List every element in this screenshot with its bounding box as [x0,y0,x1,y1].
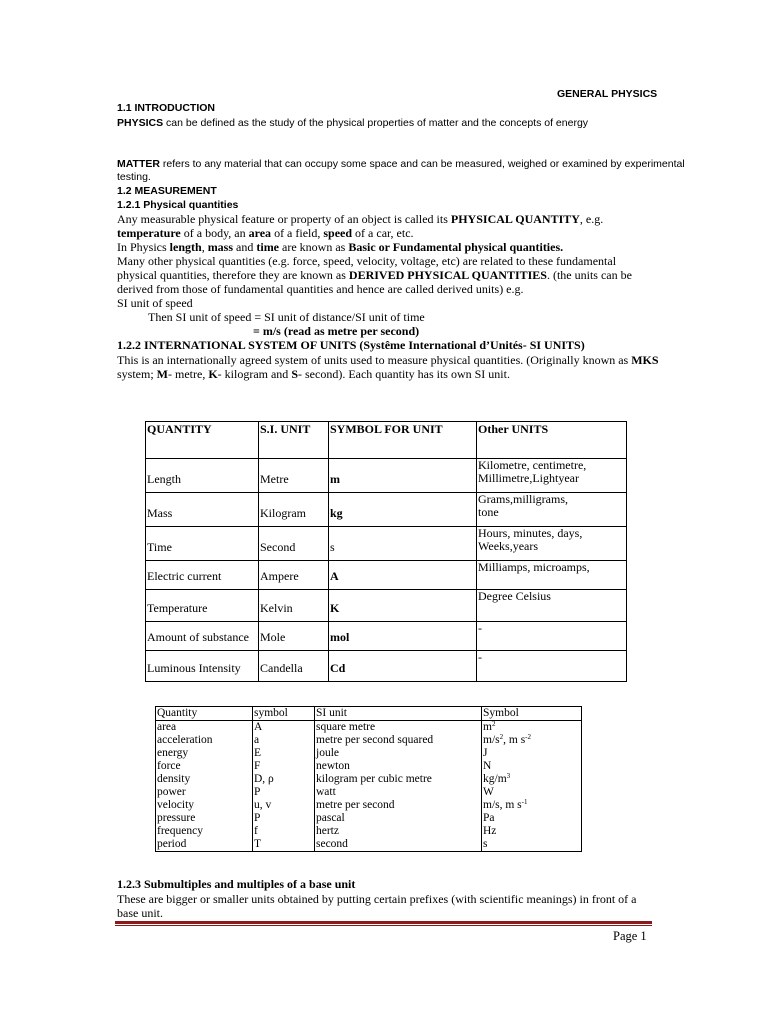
base-units-table [145,421,627,682]
table-row [156,799,582,812]
matter-definition-cont: testing. [117,171,151,183]
table-cell: P [253,786,315,799]
table-cell: metre per second [315,799,482,812]
paragraph-line: Any measurable physical feature or property of an object is called its PHYSICAL QUANTITY, e.g. [117,212,604,226]
derived-units-table [155,706,582,852]
column-header: Symbol [482,707,582,721]
table-cell: pascal [315,812,482,825]
table-cell: force [156,760,253,773]
table-row [146,527,627,561]
paragraph-line: Many other physical quantities (e.g. force, speed, velocity, voltage, etc) are related to these fundamental [117,254,617,268]
table-cell: joule [315,747,482,760]
subsection-heading-physical-quantities: 1.2.1 Physical quantities [117,199,239,211]
table-row [146,651,627,682]
table-cell: area [156,721,253,735]
table-row [156,760,582,773]
column-header: symbol [253,707,315,721]
table-cell: u, v [253,799,315,812]
table-cell: power [156,786,253,799]
table-cell: density [156,773,253,786]
table-row [156,721,582,735]
table-cell: metre per second squared [315,734,482,747]
section-heading-measurement: 1.2 MEASUREMENT [117,185,217,197]
table-cell: watt [315,786,482,799]
table-cell: m [329,459,477,493]
table-cell: W [482,786,582,799]
paragraph-line: These are bigger or smaller units obtained by putting certain prefixes (with scientific meanings) in front of a [117,892,637,906]
column-header: SI unit [315,707,482,721]
column-header: SYMBOL FOR UNIT [329,422,477,459]
table-cell: - [477,651,627,682]
table-row [146,493,627,527]
table-cell: N [482,760,582,773]
paragraph-line: physical quantities, therefore they are known as DERIVED PHYSICAL QUANTITIES. (the units can be [117,268,632,282]
paragraph-line: derived from those of fundamental quantities and hence are called derived units) e.g. [117,282,524,296]
table-cell: Grams,milligrams, tone [477,493,627,527]
table-cell: mol [329,622,477,651]
page-number: Page 1 [613,929,647,943]
table-cell: hertz [315,825,482,838]
table-cell: A [329,561,477,590]
paragraph-line: base unit. [117,906,163,920]
table-cell: Time [146,527,259,561]
table-cell: s [482,838,582,852]
table-cell: T [253,838,315,852]
column-header: S.I. UNIT [259,422,329,459]
table-cell: E [253,747,315,760]
table-header-row [156,707,582,721]
table-cell: $m^2$ [482,721,582,735]
section-heading-introduction: 1.1 INTRODUCTION [117,102,216,114]
table-cell: kilogram per cubic metre [315,773,482,786]
table-cell: period [156,838,253,852]
table-cell: Candella [259,651,329,682]
table-cell: Temperature [146,590,259,622]
table-cell: P [253,812,315,825]
subsection-heading-multiples: 1.2.3 Submultiples and multiples of a base unit [117,877,356,891]
table-row [156,773,582,786]
table-cell: f [253,825,315,838]
table-cell: velocity [156,799,253,812]
table-cell: Metre [259,459,329,493]
table-cell: newton [315,760,482,773]
table-row [146,561,627,590]
table-cell: - [477,622,627,651]
table-cell: Milliamps, microamps, [477,561,627,590]
paragraph-line: SI unit of speed [117,296,193,310]
table-cell: K [329,590,477,622]
table-cell: J [482,747,582,760]
table-cell: Length [146,459,259,493]
formula-line: = m/s (read as metre per second) [253,324,420,338]
table-cell: second [315,838,482,852]
table-cell: F [253,760,315,773]
physics-definition: PHYSICS can be defined as the study of the physical properties of matter and the concepts of energy [117,117,589,129]
table-row [156,747,582,760]
paragraph-line: In Physics length, mass and time are known as Basic or Fundamental physical quantities. [117,240,564,254]
table-cell: pressure [156,812,253,825]
table-row [156,838,582,852]
table-cell: Mass [146,493,259,527]
table-cell: s [329,527,477,561]
formula-line: Then SI unit of speed = SI unit of distance/SI unit of time [148,310,425,324]
table-cell: $kg/m^3$ [482,773,582,786]
table-cell: Luminous Intensity [146,651,259,682]
table-cell: Degree Celsius [477,590,627,622]
table-cell: frequency [156,825,253,838]
paragraph-line: temperature of a body, an area of a field, speed of a car, etc. [117,226,414,240]
table-header-row [146,422,627,459]
column-header: QUANTITY [146,422,259,459]
table-cell: Pa [482,812,582,825]
table-row [146,622,627,651]
table-row [156,812,582,825]
running-header: GENERAL PHYSICS [557,88,658,100]
table-cell: acceleration [156,734,253,747]
table-cell: Mole [259,622,329,651]
table-row [146,459,627,493]
paragraph-line: This is an internationally agreed system of units used to measure physical quantities. (Originally known as MKS [117,353,659,367]
column-header: Quantity [156,707,253,721]
table-cell: m/s, m $s^{-1}$ [482,799,582,812]
footer-divider [115,921,652,924]
table-row [156,734,582,747]
table-cell: Kelvin [259,590,329,622]
paragraph-line: system; M- metre, K- kilogram and S- second). Each quantity has its own SI unit. [117,367,510,381]
table-cell: Ampere [259,561,329,590]
table-cell: a [253,734,315,747]
column-header: Other UNITS [477,422,627,459]
table-row [156,786,582,799]
table-cell: Kilogram [259,493,329,527]
table-cell: $m/s^2$, m $s^{-2}$ [482,734,582,747]
table-cell: energy [156,747,253,760]
table-cell: Cd [329,651,477,682]
table-cell: kg [329,493,477,527]
table-cell: Kilometre, centimetre, Millimetre,Lightyear [477,459,627,493]
table-cell: Hours, minutes, days, Weeks,years [477,527,627,561]
footer-divider-thin [115,925,652,926]
matter-definition: MATTER refers to any material that can occupy some space and can be measured, weighed or examined by experimental [117,158,685,170]
table-cell: D, ρ [253,773,315,786]
section-heading-si-units: 1.2.2 INTERNATIONAL SYSTEM OF UNITS (Systême International d’Unités- SI UNITS) [117,338,585,352]
table-cell: Amount of substance [146,622,259,651]
table-cell: Second [259,527,329,561]
table-cell: A [253,721,315,735]
table-cell: square metre [315,721,482,735]
table-row [156,825,582,838]
table-cell: Hz [482,825,582,838]
table-cell: Electric current [146,561,259,590]
table-row [146,590,627,622]
